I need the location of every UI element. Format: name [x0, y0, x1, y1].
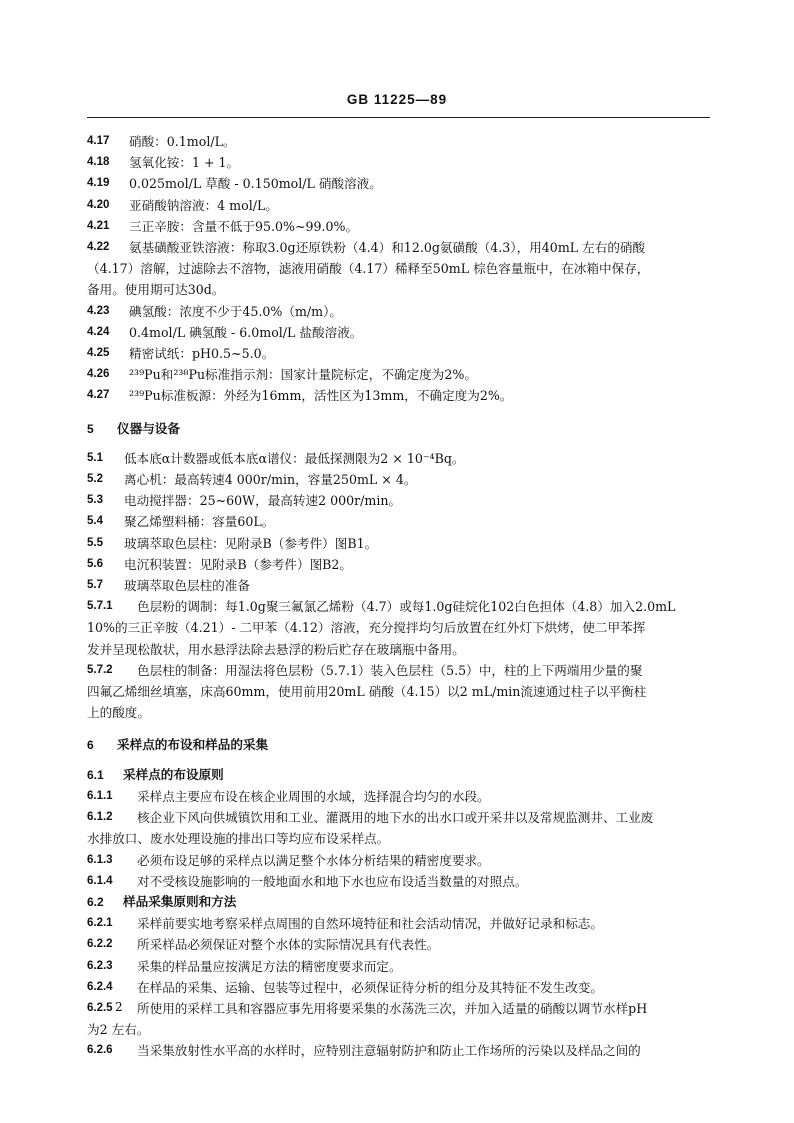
- clause-number: 4.25: [87, 347, 110, 360]
- sampling-clause: [87, 1040, 710, 1061]
- reagent-list: [87, 131, 710, 407]
- clause-number: 5.3: [87, 494, 103, 507]
- clause-text: 聚乙烯塑料桶：容量60L。: [124, 514, 275, 530]
- sampling-clause: [87, 998, 710, 1019]
- reagent-item: [87, 195, 710, 216]
- clause-continuation: 为2 左右。: [87, 1022, 150, 1038]
- reagent-item: [87, 301, 710, 322]
- clause-text: 采集的样品量应按满足方法的精密度要求而定。: [137, 958, 402, 974]
- clause-text: 采样前要实地考察采样点周围的自然环境特征和社会活动情况，并做好记录和标志。: [137, 916, 603, 932]
- reagent-item: [87, 216, 710, 237]
- equipment-item: [87, 533, 710, 554]
- clause-number: 4.24: [87, 325, 110, 338]
- equipment-item: [87, 490, 710, 511]
- clause-number: 4.20: [87, 198, 110, 211]
- clause-text: 亚硝酸钠溶液：4 mol/L。: [129, 197, 278, 213]
- clause-number: 6.2.4: [87, 980, 113, 993]
- subsection-6-1-items: [87, 786, 710, 892]
- subsection-6-2-items: [87, 913, 710, 1061]
- clause-text: 离心机：最高转速4 000r/min，容量250mL × 4。: [124, 472, 417, 488]
- subsection-6-1-heading: 6.1 采样点的布设原则: [87, 767, 224, 782]
- clause-number: 6.2.2: [87, 938, 113, 951]
- clause-number: 5.2: [87, 473, 103, 486]
- clause-continuation: 水排放口、废水处理设施的排出口等均应布设采样点。: [87, 831, 390, 847]
- clause-text: ²³⁹Pu和²³⁸Pu标准指示剂：国家计量院标定，不确定度为2%。: [129, 367, 477, 383]
- reagent-item: [87, 173, 710, 194]
- clause-text: 玻璃萃取色层柱的准备: [124, 578, 250, 594]
- reagent-item: [87, 152, 710, 173]
- equipment-item: [87, 554, 710, 575]
- clause-text: 采样点主要应布设在核企业周围的水域，选择混合均匀的水段。: [137, 788, 490, 804]
- reagent-item: [87, 322, 710, 343]
- equipment-item: [87, 469, 710, 490]
- equipment-item: [87, 511, 710, 532]
- clause-number: 4.23: [87, 304, 110, 317]
- clause-number: 4.27: [87, 389, 110, 402]
- clause-text: 电沉积装置：见附录B（参考件）图B2。: [124, 556, 353, 572]
- clause-5-7-2: 5.7.2 色层柱的制备：用湿法将色层粉（5.7.1）装入色层柱（5.5）中，柱的上下两端用少量的聚: [87, 662, 643, 678]
- clause-number: 6.2.3: [87, 959, 113, 972]
- page-number: 2: [115, 1000, 123, 1014]
- clause-continuation: （4.17）溶解，过滤除去不溶物，滤液用硝酸（4.17）稀释至50mL 棕色容量瓶中，在冰箱中保存，: [87, 261, 650, 277]
- clause-number: 5.7: [87, 579, 103, 592]
- equipment-item: [87, 448, 710, 469]
- clause-text: 0.4mol/L 碘氢酸 - 6.0mol/L 盐酸溶液。: [129, 324, 363, 340]
- clause-text: 氢氧化铵：1 + 1。: [129, 155, 240, 171]
- clause-text: 0.025mol/L 草酸 - 0.150mol/L 硝酸溶液。: [129, 176, 382, 192]
- clause-number: 6.1.2: [87, 811, 113, 824]
- clause-text: 硝酸：0.1mol/L。: [129, 134, 236, 149]
- reagent-item: [87, 343, 710, 364]
- sampling-clause: [87, 913, 710, 934]
- sampling-clause: [87, 934, 710, 955]
- sampling-clause: [87, 850, 710, 871]
- clause-number: 4.26: [87, 368, 110, 381]
- sampling-clause: [87, 786, 710, 807]
- section-5-heading: 5 仪器与设备: [87, 421, 180, 436]
- clause-number: 4.22: [87, 241, 110, 254]
- equipment-item: [87, 575, 710, 596]
- clause-text: ²³⁹Pu标准板源：外经为16mm，活性区为13mm，不确定度为2%。: [129, 388, 513, 404]
- clause-number: 6.2.6: [87, 1044, 113, 1057]
- clause-text: 所采样品必须保证对整个水体的实际情况具有代表性。: [137, 937, 440, 953]
- clause-number: 5.5: [87, 536, 103, 549]
- clause-text: 氨基磺酸亚铁溶液：称取3.0g还原铁粉（4.4）和12.0g氨磺酸（4.3），用40mL 左右的硝酸: [129, 240, 646, 256]
- clause-number: 6.2.5: [87, 1001, 113, 1014]
- subsection-6-2-heading: 6.2 样品采集原则和方法: [87, 894, 237, 909]
- sampling-clause: [87, 871, 710, 892]
- clause-number: 4.18: [87, 156, 110, 169]
- clause-text: 必须布设足够的采样点以满足整个水体分析结果的精密度要求。: [137, 852, 490, 868]
- sampling-clause: [87, 956, 710, 977]
- section-6-heading: 6 采样点的布设和样品的采集: [87, 738, 269, 753]
- clause-text: 所使用的采样工具和容器应事先用将要采集的水荡洗三次，并加入适量的硝酸以调节水样pH: [137, 1000, 648, 1016]
- clause-number: 4.17: [87, 135, 110, 147]
- reagent-item: [87, 385, 710, 406]
- sampling-clause: [87, 977, 710, 998]
- clause-text: 三正辛胺：含量不低于95.0%~99.0%。: [129, 218, 359, 234]
- clause-number: 5.6: [87, 557, 103, 570]
- clause-text: 电动搅拌器：25~60W，最高转速2 000r/min。: [124, 493, 402, 509]
- clause-text: 在样品的采集、运输、包装等过程中，必须保证待分析的组分及其特征不发生改变。: [137, 979, 603, 995]
- clause-number: 6.2.1: [87, 917, 113, 930]
- section-5-items: [87, 448, 710, 596]
- clause-5-7-1: 5.7.1 色层粉的调制：每1.0g聚三氟氯乙烯粉（4.7）或每1.0g硅烷化102白色担体（4.8）加入2.0mL: [87, 599, 676, 615]
- reagent-item: [87, 131, 710, 152]
- clause-text: 低本底α计数器或低本底α谱仪：最低探测限为2 × 10⁻⁴Bq。: [124, 450, 465, 466]
- clause-text: 玻璃萃取色层柱：见附录B（参考件）图B1。: [124, 535, 378, 551]
- header-rule: [87, 117, 710, 118]
- document-body: 4.17 硝酸：0.1mol/L。 4.18 氢氧化铵：1 + 1。 4.19 0.025mol/L 草酸 - 0.150mol/L 硝酸溶液。 4.20 亚硝酸钠溶液：4 mol/L。 4.21 三正辛胺：含量不低于95.0%~99.0%。 4.22 氨基磺酸亚铁溶液：称取3.0g还原铁粉（4.4）和12.0g氨磺酸（4.3），用40mL 左右的硝酸 （4.17）溶解，过滤除去不溶物，滤液用硝酸（4.17）稀释至50mL 棕色容量瓶中，在冰箱中保存， 备用。使用期可达30d。 4.23 碘氢酸：浓度不少于45.0%（m/m）。 4.24 0.4mol/L 碘氢酸 - 6.0mol/L 盐酸溶液。 4.25 精密试纸：pH0.5~5.0。 4.26 ²³⁹Pu和²³⁸Pu标准指示剂：国家计量院标定，不确定度为2%。 4.27 ²³⁹Pu标准板源：外经为16mm，活性区为13mm，不确定度为2%。 5 仪器与设备 5.1 低本底α计数器或低本底α谱仪：最低探测限为2 × 10⁻⁴Bq。 5.2 离心机：最高转速4 000r/min，容量250mL × 4。 5.3 电动搅拌器：25~60W，最高转速2 000r/min。 5.4 聚乙烯塑料桶：容量60L。 5.5 玻璃萃取色层柱：见附录B（参考件）图B1。 5.6 电沉积装置：见附录B（参考件）图B2。 5.7 玻璃萃取色层柱的准备 5.7.1 色层粉的调制：每1.0g聚三氟氯乙烯粉（4.7）或每1.0g硅烷化102白色担体（4.8）加入2.0mL 10%的三正辛胺（4.21）- 二甲苯（4.12）溶液，充分搅拌均匀后放置在红外灯下烘烤，使二甲苯挥 发并呈现松散状，用水悬浮法除去悬浮的粉后贮存在玻璃瓶中备用。 5.7.2 色层柱的制备：用湿法将色层粉（5.7.1）装入色层柱（5.5）中，柱的上下两端用少量的聚 四氟乙烯细丝填塞，床高60mm，使用前用20mL 硝酸（4.15）以2 mL/min流速通过柱子以平衡柱 上的酸度。 6 采样点的布设和样品的采集 6.1 采样点的布设原则 6.1.1 采样点主要应布设在核企业周围的水域，选择混合均匀的水段。 6.1.2 核企业下风向供城镇饮用和工业、灌溉用的地下水的出水口或开采井以及常规监测井、工业废 水排放口、废水处理设施的排出口等均应布设采样点。 6.1.3 必须布设足够的采样点以满足整个水体分析结果的精密度要求。 6.1.4 对不受核设施影响的一般地面水和地下水也应布设适当数量的对照点。 6.2 样品采集原则和方法 6.2.1 采样前要实地考察采样点周围的自然环境特征和社会活动情况，并做好记录和标志。 6.2.2 所采样品必须保证对整个水体的实际情况具有代表性。 6.2.3 采集的样品量应按满足方法的精密度要求而定。 6.2.4 在样品的采集、运输、包装等过程中，必须保证待分析的组分及其特征不发生改变。 6.2.5 所使用的采样工具和容器应事先用将要采集的水荡洗三次，并加入适量的硝酸以调节水样pH 为2 左右。 6.2.6 当采集放射性水平高的水样时，应特别注意辐射防护和防止工作场所的污染以及样品之间的: [87, 131, 710, 1062]
- clause-text: 当采集放射性水平高的水样时，应特别注意辐射防护和防止工作场所的污染以及样品之间的: [137, 1043, 641, 1059]
- page-header: GB 11225—89: [346, 92, 448, 107]
- clause-number: 6.1.3: [87, 853, 113, 866]
- clause-text: 精密试纸：pH0.5~5.0。: [129, 346, 275, 362]
- reagent-item: [87, 364, 710, 385]
- reagent-item: [87, 237, 710, 258]
- clause-continuation: 备用。使用期可达30d。: [87, 282, 225, 298]
- clause-number: 4.19: [87, 177, 110, 190]
- clause-number: 4.21: [87, 219, 110, 232]
- clause-text: 对不受核设施影响的一般地面水和地下水也应布设适当数量的对照点。: [137, 873, 528, 889]
- clause-number: 6.1.4: [87, 874, 113, 887]
- clause-number: 6.1.1: [87, 789, 113, 802]
- clause-number: 5.4: [87, 515, 103, 528]
- clause-number: 5.1: [87, 451, 103, 464]
- sampling-clause: [87, 807, 710, 828]
- clause-text: 碘氢酸：浓度不少于45.0%（m/m）。: [129, 303, 342, 319]
- clause-text: 核企业下风向供城镇饮用和工业、灌溉用的地下水的出水口或开采井以及常规监测井、工业废: [137, 810, 654, 826]
